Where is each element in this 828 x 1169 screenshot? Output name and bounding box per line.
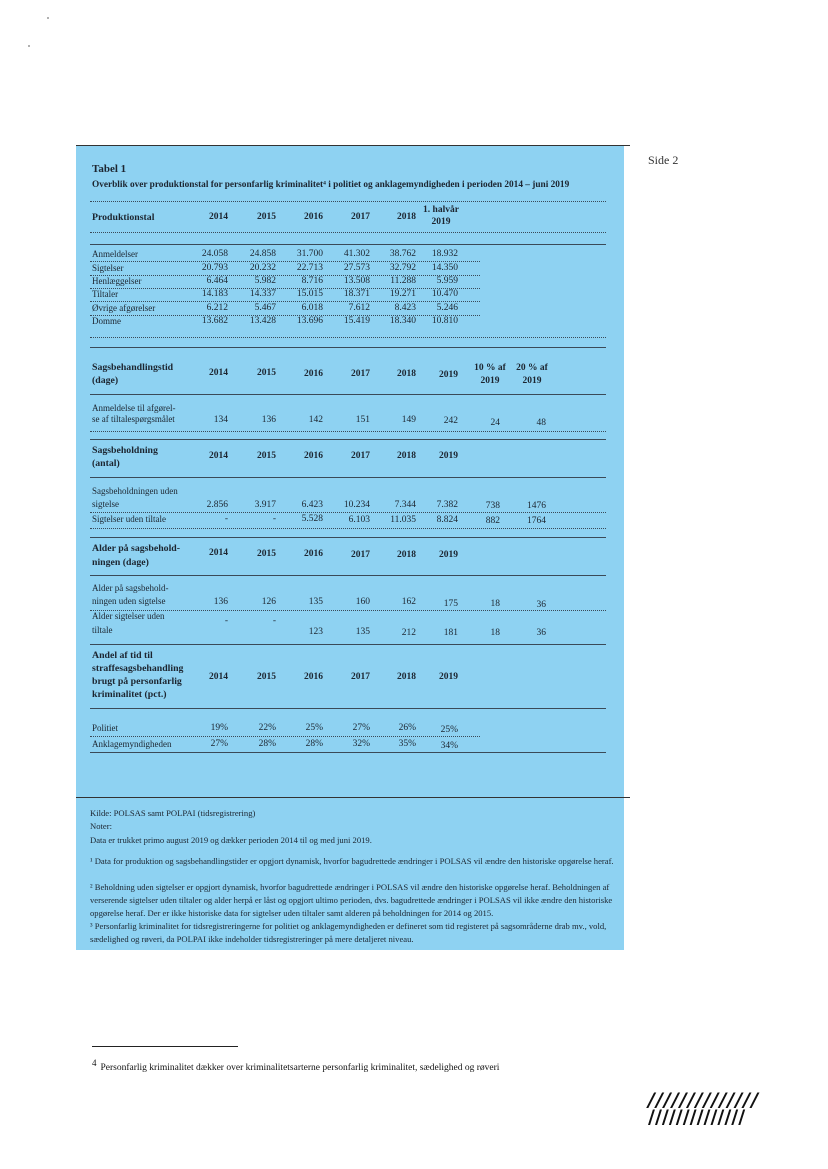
year-2015: 2015 (257, 451, 276, 461)
table-cell: 6.464 (206, 276, 228, 286)
note-3: ² Beholdning uden sigtelser er opgjort dynamisk, hvorfor bagudrettede ændringer i POLSAS vil ændre den historiske opgørelse heraf. Beholdningen af verserende sigtelser uden tiltaler og alder herpå er låst og opgjort ultimo perioden, dvs. bagudrettede ændringer i POLSAS vil ikke ændre den historiske opgørelse heraf. Der er ikke historiske data for sigtelser uden tiltaler samt alderen på beholdningen for 2014 og 2015. (90, 882, 613, 918)
column-header-halvaar-year: 2019 (431, 217, 451, 227)
twenty-percent-header-year: 2019 (522, 376, 542, 386)
table-cell: 6.018 (301, 303, 323, 313)
table-row-label: Tiltaler (92, 289, 119, 299)
cell: 134 (213, 415, 228, 425)
row-label: Alder på sagsbehold- (92, 583, 169, 593)
table-cell: 31.700 (296, 249, 323, 259)
cell: 8.824 (436, 515, 458, 525)
cell: 2.856 (206, 500, 228, 510)
note-4: ³ Personfarlig kriminalitet for tidsregistreringerne for politiet og anklagemyndigheden er defineret som tid registeret på sagsområderne drab mv., vold, sædelighed og røveri, da POLPAI ikke indeholder tidsregistreringer på mere detaljeret niveau. (90, 921, 607, 944)
note-2: ¹ Data for produktion og sagsbehandlingstider er opgjort dynamisk, hvorfor bagudrettede ændringer i POLSAS vil ændre den historiske opgørelse heraf. (90, 856, 614, 866)
year-2017: 2017 (351, 369, 370, 379)
sagsbeholdning-header-unit: (antal) (92, 458, 120, 469)
table-cell: 34% (440, 741, 458, 751)
table-cell: 20.232 (249, 263, 276, 273)
table-cell: 7.612 (348, 303, 370, 313)
table-cell: 41.302 (343, 249, 370, 259)
table-cell: 15.419 (343, 316, 370, 326)
andel-header-3: brugt på personfarlig (92, 676, 182, 687)
table-cell: 26% (398, 723, 416, 733)
table-cell: 20.793 (201, 263, 228, 273)
table-row-label: Henlæggelser (92, 276, 142, 286)
column-header-2016: 2016 (304, 212, 323, 222)
table-cell: 35% (398, 739, 416, 749)
andel-header-2: straffesagsbehandling (92, 663, 184, 674)
sagsbehandlingstid-header-unit: (dage) (92, 375, 119, 386)
table-cell: 32.792 (389, 263, 416, 273)
year-2018: 2018 (397, 672, 416, 682)
row-divider (90, 736, 480, 737)
table-cell: 24.058 (201, 249, 228, 259)
table-cell: 14.350 (431, 263, 458, 273)
row-divider (90, 315, 480, 316)
table-cell: 19.271 (389, 289, 416, 299)
table-top-rule (76, 145, 630, 146)
year-2015: 2015 (257, 672, 276, 682)
table-cell: 18.371 (343, 289, 370, 299)
cell: 18 (490, 628, 500, 638)
cell: 123 (308, 627, 323, 637)
table-cell: 5.246 (436, 303, 458, 313)
table-cell: 32% (352, 739, 370, 749)
table-cell: 13.428 (249, 316, 276, 326)
table-cell: 8.423 (394, 303, 416, 313)
footnote-rule (92, 1046, 238, 1047)
column-header-2018: 2018 (397, 212, 416, 222)
table-cell: 5.467 (254, 303, 276, 313)
year-2018: 2018 (397, 451, 416, 461)
table-row-label: Anklagemyndigheden (92, 739, 172, 749)
table-title: Overblik over produktionstal for personfarlig kriminalitet⁴ i politiet og anklagemyndigheden i perioden 2014 – juni 2019 (92, 180, 570, 190)
column-header-2015: 2015 (257, 212, 276, 222)
year-2016: 2016 (304, 549, 323, 559)
table-cell: 10.470 (431, 289, 458, 299)
table-cell: 28% (305, 739, 323, 749)
cell: 135 (355, 627, 370, 637)
cell: 175 (443, 599, 458, 609)
row-divider (90, 275, 480, 276)
cell: 212 (401, 628, 416, 638)
cell: 160 (355, 597, 370, 607)
cell: 151 (355, 415, 370, 425)
table-cell: 18.340 (389, 316, 416, 326)
row-label-cont: se af tiltalespørgsmålet (92, 414, 175, 424)
alder-header: Alder på sagsbehold- (92, 543, 181, 554)
year-2017: 2017 (351, 451, 370, 461)
table-cell: 5.959 (436, 276, 458, 286)
table-cell: 13.508 (343, 276, 370, 286)
sagsbehandlingstid-header: Sagsbehandlingstid (92, 362, 174, 373)
cell: 5.528 (301, 514, 323, 524)
year-2017: 2017 (351, 550, 370, 560)
cell: 24 (490, 418, 500, 428)
source-note: Kilde: POLSAS samt POLPAI (tidsregistrering) (90, 808, 256, 818)
row-label-cont: ningen uden sigtelse (92, 596, 166, 606)
table-cell: 11.288 (390, 276, 416, 286)
table-row-label: Sigtelser (92, 263, 124, 273)
table-cell: 19% (210, 723, 228, 733)
table-row-label: Domme (92, 316, 121, 326)
year-2016: 2016 (304, 451, 323, 461)
column-header-halvaar: 1. halvår (423, 205, 459, 215)
andel-header-4: kriminalitet (pct.) (92, 689, 167, 700)
page-number: Side 2 (648, 153, 679, 167)
row-label: Sigtelser uden tiltale (92, 514, 166, 524)
ten-percent-header: 10 % af (474, 363, 506, 373)
sagsbeholdning-header: Sagsbeholdning (92, 445, 158, 456)
table-cell: 15.015 (296, 289, 323, 299)
table-cell: 22% (258, 723, 276, 733)
year-2017: 2017 (351, 672, 370, 682)
cell: - (224, 514, 228, 524)
cell: 6.103 (348, 515, 370, 525)
cell: 738 (485, 501, 500, 511)
year-2014: 2014 (209, 368, 228, 378)
table-row-label: Øvrige afgørelser (92, 303, 156, 313)
cell: 36 (536, 600, 546, 610)
table-cell: 13.682 (201, 316, 228, 326)
table-cell: 5.982 (254, 276, 276, 286)
cell: 136 (213, 597, 228, 607)
note-1: Data er trukket primo august 2019 og dækker perioden 2014 til og med juni 2019. (90, 835, 372, 845)
cell: 242 (443, 416, 458, 426)
scan-marks-line-1: ////////////// (648, 1089, 760, 1111)
year-2014: 2014 (209, 672, 228, 682)
table-cell: 18.932 (431, 249, 458, 259)
cell: 6.423 (301, 500, 323, 510)
column-header-produktionstal: Produktionstal (92, 212, 155, 223)
row-label-cont: sigtelse (92, 499, 119, 509)
year-2015: 2015 (257, 368, 276, 378)
table-row-label: Anmeldelser (92, 249, 138, 259)
table-cell: 27% (352, 723, 370, 733)
year-2014: 2014 (209, 451, 228, 461)
year-2019: 2019 (439, 451, 458, 461)
footnote-text: Personfarlig kriminalitet dækker over kriminalitetsarterne personfarlig kriminalitet, sædelighed og røveri (100, 1063, 500, 1074)
cell: 1764 (527, 516, 546, 526)
row-label: Alder sigtelser uden (92, 611, 165, 621)
cell: 882 (485, 516, 500, 526)
table-bottom-rule (76, 797, 630, 798)
twenty-percent-header: 20 % af (516, 363, 548, 373)
row-label: Sagsbeholdningen uden (92, 486, 178, 496)
table-cell: 22.713 (296, 263, 323, 273)
footnote-number: 4 (92, 1058, 97, 1068)
table-cell: 8.716 (301, 276, 323, 286)
cell: 126 (261, 597, 276, 607)
cell: 11.035 (390, 515, 416, 525)
cell: 48 (536, 418, 546, 428)
cell: 18 (490, 599, 500, 609)
cell: - (224, 616, 228, 626)
table-cell: 14.337 (249, 289, 276, 299)
year-2016: 2016 (304, 369, 323, 379)
cell: 135 (308, 597, 323, 607)
scan-marks-line-2: ////////////// (648, 1106, 746, 1128)
year-2016: 2016 (304, 672, 323, 682)
table-cell: 10.810 (431, 316, 458, 326)
table-cell: 38.762 (389, 249, 416, 259)
row-divider (90, 301, 480, 302)
cell: 10.234 (343, 500, 370, 510)
row-divider (90, 288, 480, 289)
table-number: Tabel 1 (92, 163, 127, 175)
column-header-2014: 2014 (209, 212, 228, 222)
year-2019: 2019 (439, 370, 458, 380)
year-2018: 2018 (397, 369, 416, 379)
cell: 136 (261, 415, 276, 425)
cell: 7.382 (436, 500, 458, 510)
cell: 7.344 (394, 500, 416, 510)
column-header-2017: 2017 (351, 212, 370, 222)
cell: - (272, 514, 276, 524)
ten-percent-header-year: 2019 (480, 376, 500, 386)
cell: 162 (401, 597, 416, 607)
table-cell: 27% (210, 739, 228, 749)
table-cell: 13.696 (296, 316, 323, 326)
table-cell: 6.212 (206, 303, 228, 313)
table-cell: 25% (305, 723, 323, 733)
table-cell: 27.573 (343, 263, 370, 273)
andel-header-1: Andel af tid til (92, 650, 153, 661)
cell: - (272, 616, 276, 626)
row-label-cont: tiltale (92, 625, 113, 635)
row-divider (90, 261, 480, 262)
cell: 36 (536, 628, 546, 638)
cell: 1476 (527, 501, 546, 511)
table-cell: 28% (258, 739, 276, 749)
year-2018: 2018 (397, 550, 416, 560)
scan-marks (648, 1089, 760, 1128)
cell: 181 (443, 628, 458, 638)
year-2019: 2019 (439, 550, 458, 560)
notes-heading: Noter: (90, 821, 112, 831)
year-2019: 2019 (439, 672, 458, 682)
alder-header-unit: ningen (dage) (92, 557, 149, 568)
year-2014: 2014 (209, 548, 228, 558)
cell: 142 (308, 415, 323, 425)
table-row-label: Politiet (92, 723, 119, 733)
table-cell: 25% (440, 725, 458, 735)
table-cell: 14.183 (201, 289, 228, 299)
table-cell: 24.858 (249, 249, 276, 259)
cell: 149 (401, 415, 416, 425)
footnote (92, 1058, 499, 1073)
row-label: Anmeldelse til afgørel- (92, 403, 176, 413)
year-2015: 2015 (257, 549, 276, 559)
cell: 3.917 (254, 500, 276, 510)
